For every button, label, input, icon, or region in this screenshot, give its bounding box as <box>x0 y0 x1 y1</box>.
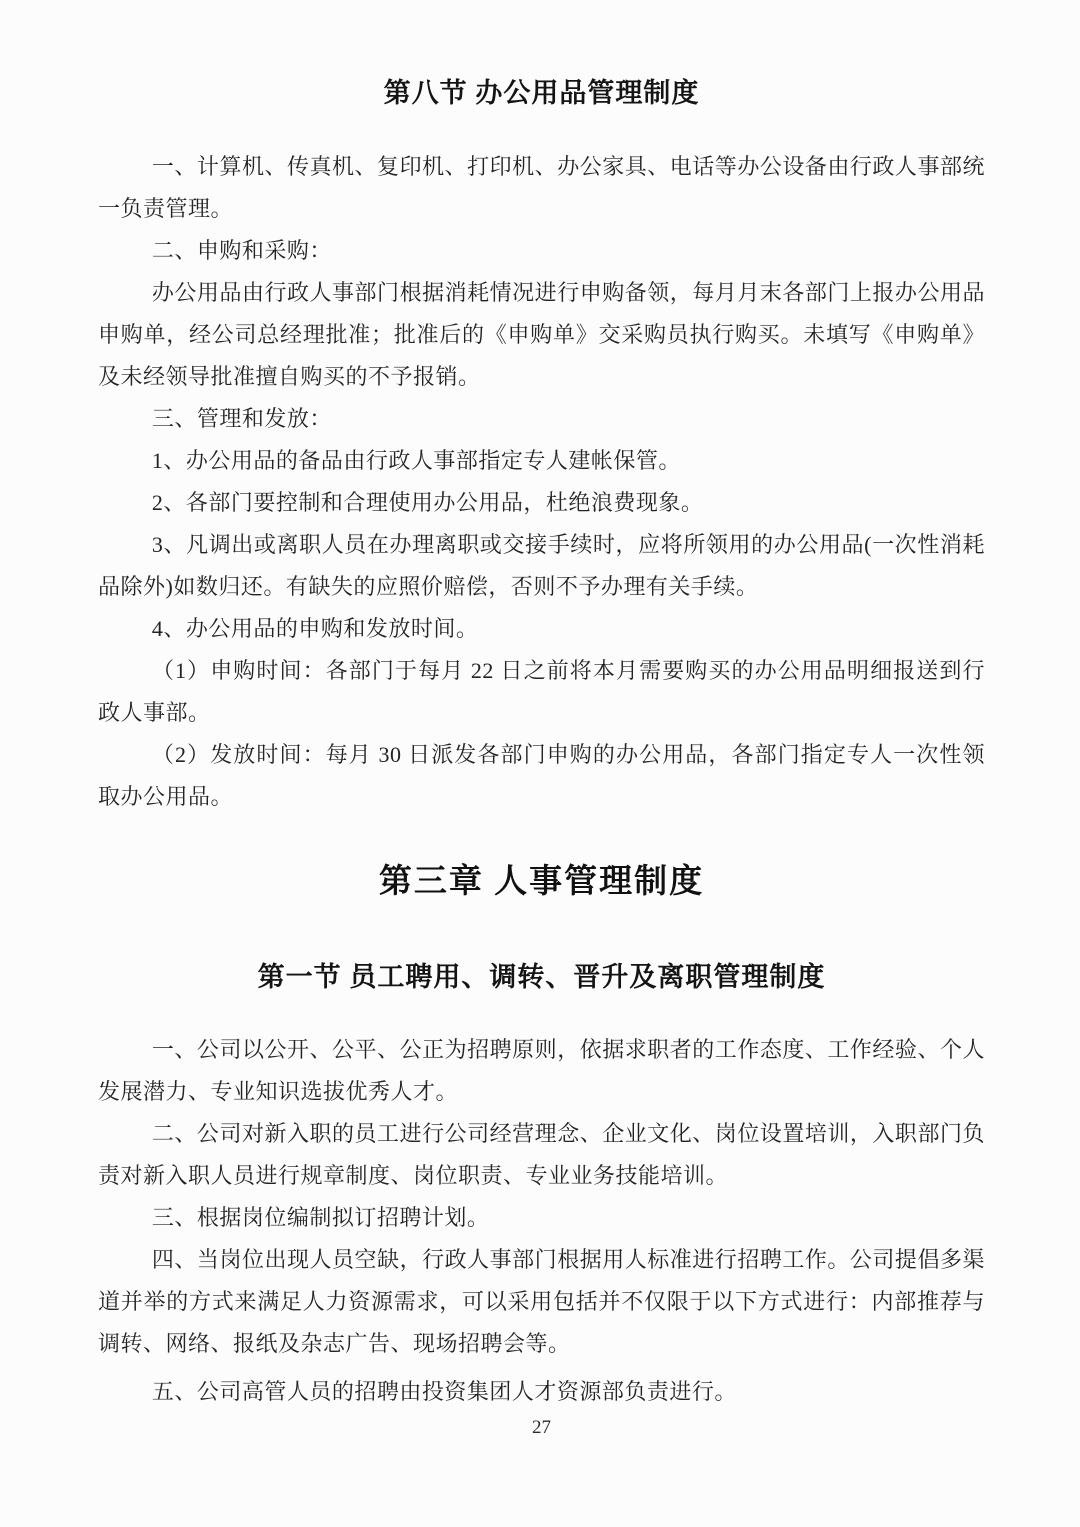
paragraph: 二、公司对新入职的员工进行公司经营理念、企业文化、岗位设置培训，入职部门负责对新入职人员进行规章制度、岗位职责、专业业务技能培训。 <box>98 1121 985 1188</box>
paragraph: 1、办公用品的备品由行政人事部指定专人建帐保管。 <box>151 448 681 473</box>
paragraph: 二、申购和采购： <box>151 238 332 263</box>
page-number: 27 <box>532 1417 551 1438</box>
paragraph: 一、公司以公开、公平、公正为招聘原则，依据求职者的工作态度、工作经验、个人发展潜力、专业知识选拔优秀人才。 <box>98 1037 985 1104</box>
section-heading-office-supplies: 第八节 办公用品管理制度 <box>383 78 700 108</box>
paragraph: 五、公司高管人员的招聘由投资集团人才资源部负责进行。 <box>151 1379 737 1404</box>
paragraph: 三、根据岗位编制拟订招聘计划。 <box>151 1205 490 1230</box>
paragraph: （1）申购时间：各部门于每月 22 日之前将本月需要购买的办公用品明细报送到行政人事部。 <box>98 658 985 725</box>
paragraph: 2、各部门要控制和合理使用办公用品，杜绝浪费现象。 <box>151 490 704 515</box>
section-heading-employment: 第一节 员工聘用、调转、晋升及离职管理制度 <box>257 962 826 992</box>
chapter-heading-personnel: 第三章 人事管理制度 <box>378 864 705 900</box>
paragraph: 4、办公用品的申购和发放时间。 <box>151 616 479 641</box>
paragraph: 一、计算机、传真机、复印机、打印机、办公家具、电话等办公设备由行政人事部统一负责管理。 <box>98 154 985 221</box>
paragraph: 办公用品由行政人事部门根据消耗情况进行申购备领，每月月末各部门上报办公用品申购单，经公司总经理批准；批准后的《申购单》交采购员执行购买。未填写《申购单》及未经领导批准擅自购买的不予报销。 <box>98 280 985 389</box>
paragraph: （2）发放时间：每月 30 日派发各部门申购的办公用品，各部门指定专人一次性领取办公用品。 <box>98 742 985 809</box>
paragraph: 3、凡调出或离职人员在办理离职或交接手续时，应将所领用的办公用品(一次性消耗品除外)如数归还。有缺失的应照价赔偿，否则不予办理有关手续。 <box>98 532 985 599</box>
paragraph: 三、管理和发放： <box>151 406 332 431</box>
paragraph: 四、当岗位出现人员空缺，行政人事部门根据用人标准进行招聘工作。公司提倡多渠道并举的方式来满足人力资源需求，可以采用包括并不仅限于以下方式进行：内部推荐与调转、网络、报纸及杂志广告、现场招聘会等。 <box>98 1247 985 1356</box>
